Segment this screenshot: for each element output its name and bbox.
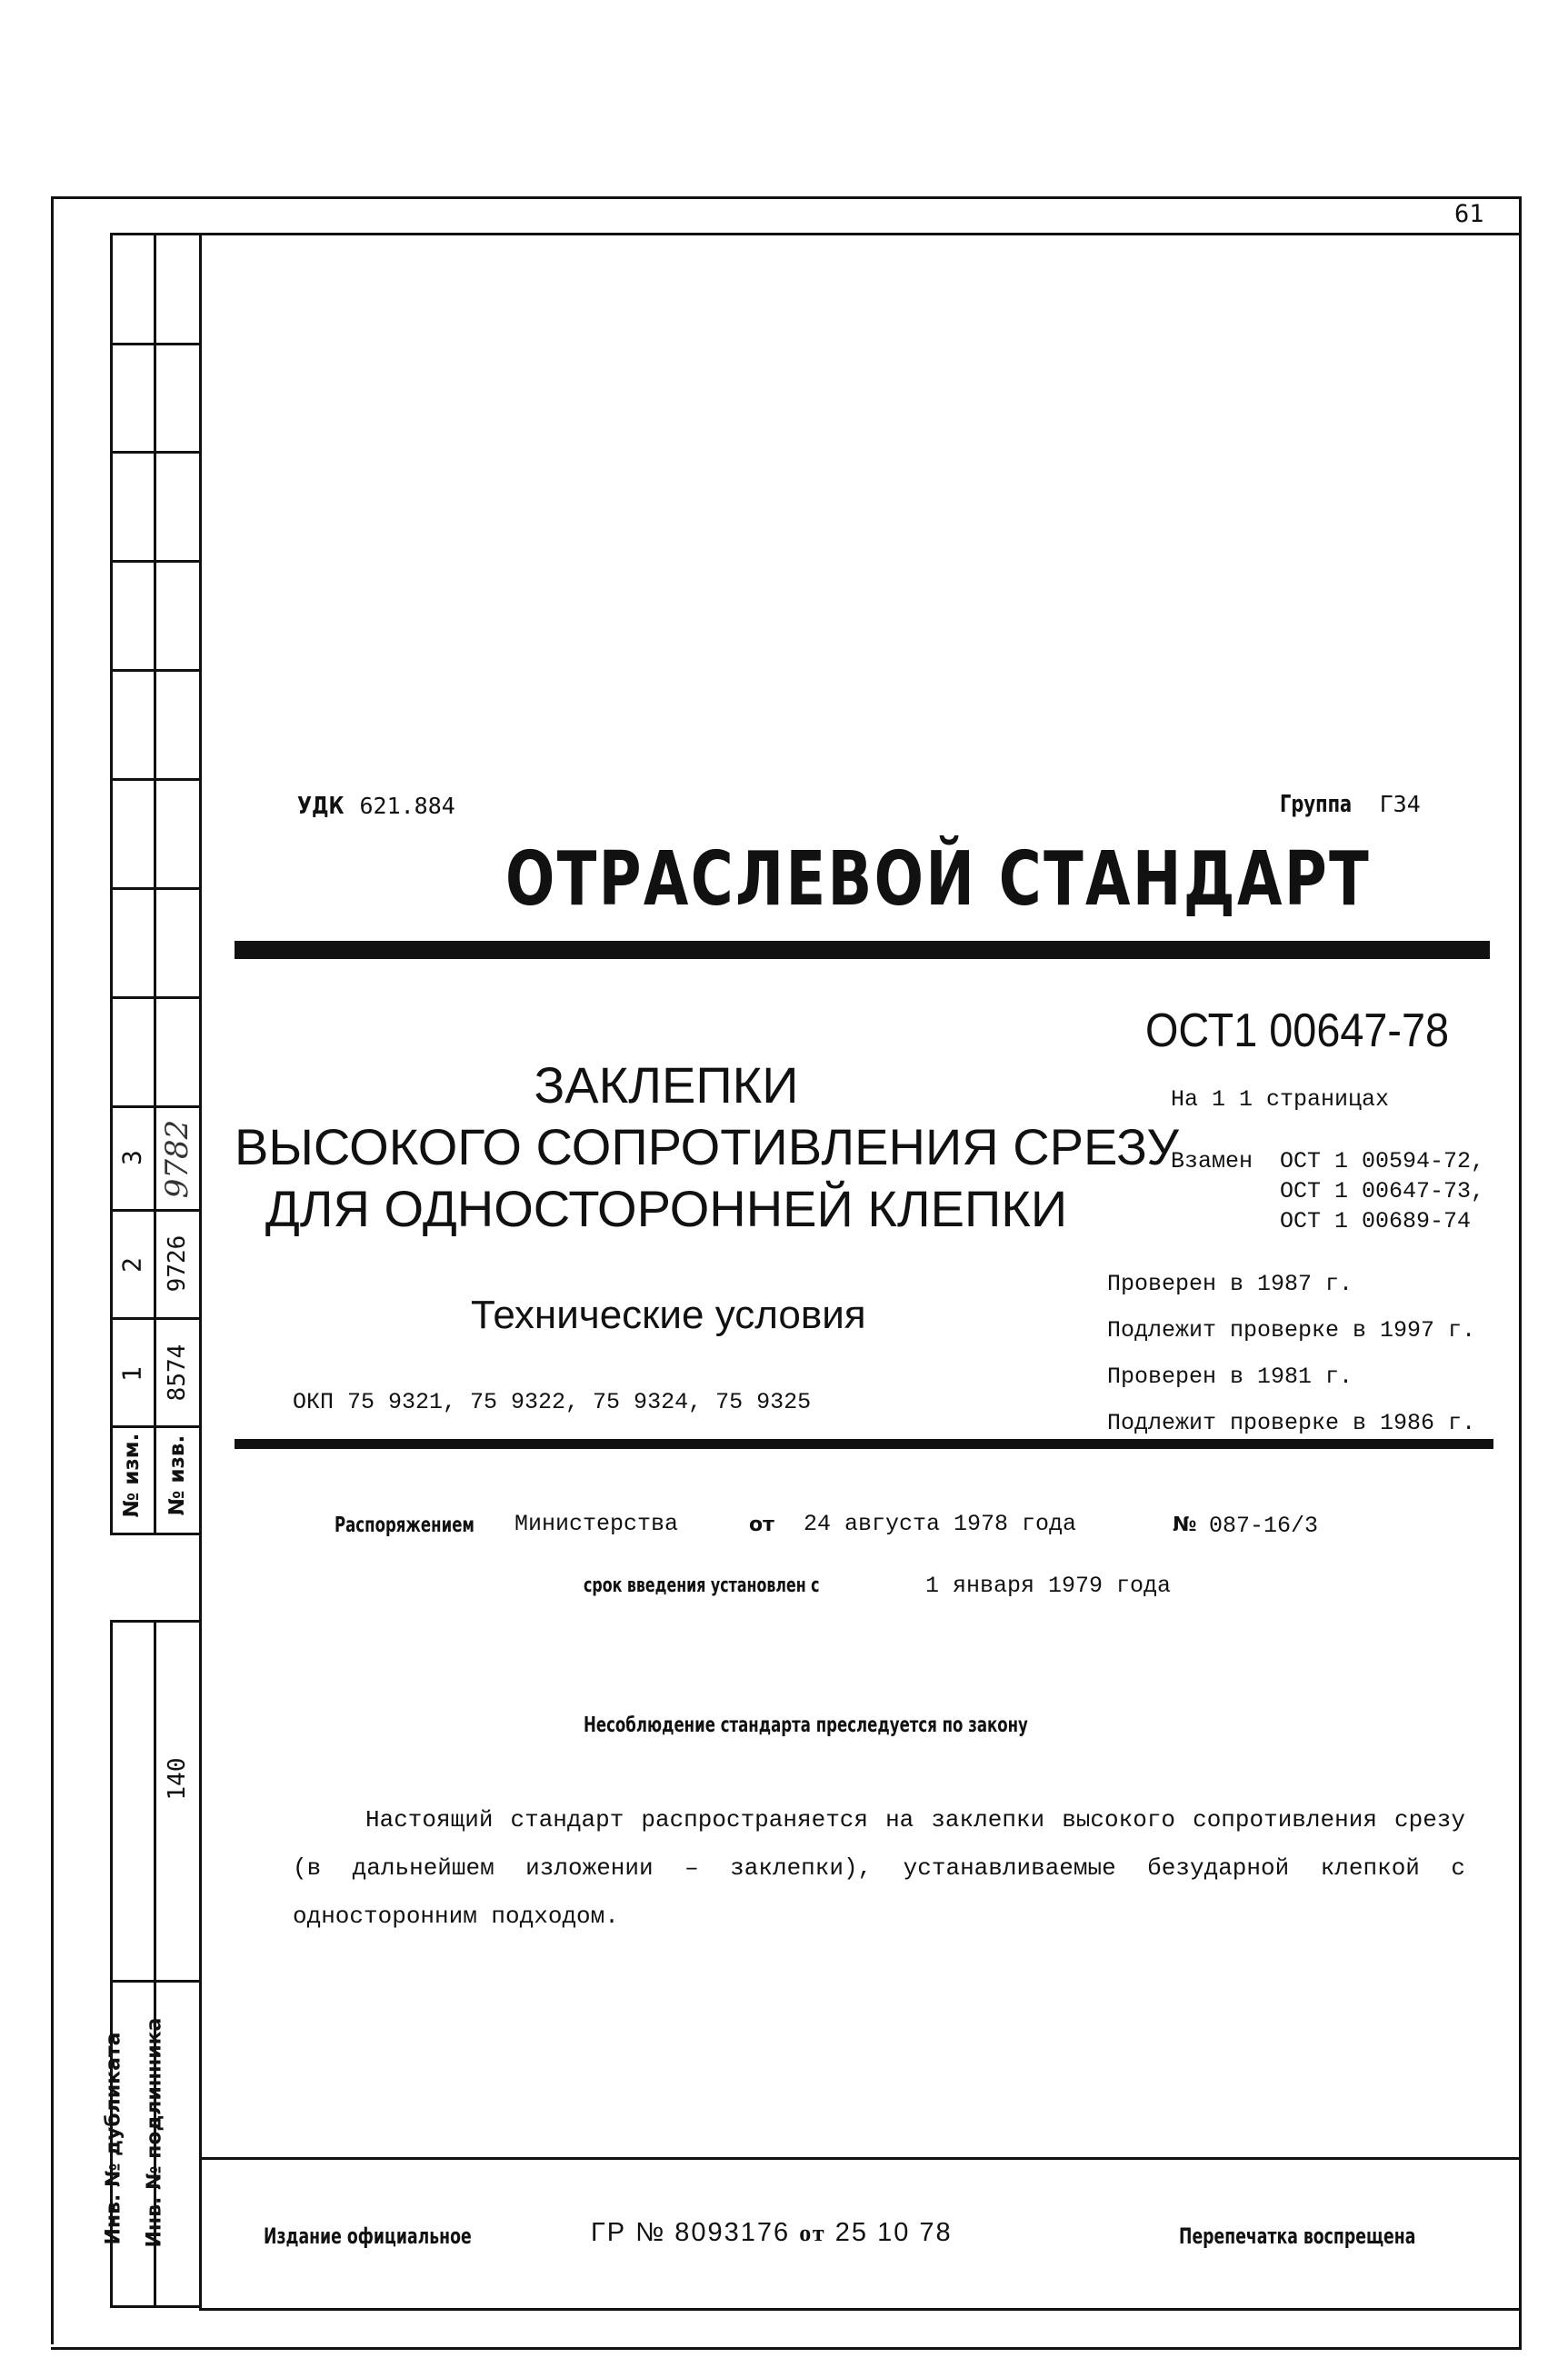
stamp-change-2: 2 bbox=[116, 1257, 147, 1273]
stamp-row-line bbox=[110, 1533, 199, 1535]
order-from: от bbox=[749, 1514, 774, 1536]
stamp-row-line bbox=[110, 1425, 199, 1428]
footer-registration bbox=[591, 2218, 953, 2248]
stamp-row-line bbox=[110, 1620, 199, 1623]
stamp-notice-1: 8574 bbox=[164, 1344, 191, 1402]
document-title bbox=[235, 1054, 1179, 1240]
stamp-row-line bbox=[110, 343, 199, 345]
check-line-3: Проверен в 1981 г. bbox=[1107, 1364, 1353, 1390]
outer-frame-left-edge bbox=[51, 196, 54, 2344]
footer-reg-number: 8093176 bbox=[674, 2218, 791, 2247]
order-line bbox=[335, 1514, 529, 1537]
document-type-title: ОТРАСЛЕВОЙ СТАНДАРТ bbox=[505, 836, 1372, 923]
okp-codes: ОКП 75 9321, 75 9322, 75 9324, 75 9325 bbox=[293, 1389, 812, 1415]
stamp-row-line bbox=[110, 2305, 199, 2308]
udk-value: 621.884 bbox=[359, 793, 455, 819]
stamp-notice-no-label: № изв. bbox=[165, 1434, 189, 1516]
legal-warning: Несоблюдение стандарта преследуется по закону bbox=[584, 1714, 1028, 1737]
effective-label: срок введения установлен с bbox=[584, 1574, 820, 1597]
scope-paragraph: Настоящий стандарт распространяется на заклепки высокого сопротивления срезу (в дальнейшем изложении – заклепки), устанавливаемые безударной клепкой с односторонним подходом. bbox=[293, 1806, 1465, 1930]
footer-divider bbox=[199, 2157, 1519, 2160]
page-number: 61 bbox=[1454, 200, 1484, 228]
stamp-notice-2: 9726 bbox=[164, 1234, 191, 1293]
replaces-item-1: ОСТ 1 00594-72, bbox=[1280, 1148, 1485, 1174]
footer-reg-prefix: ГР № bbox=[591, 2218, 666, 2247]
standard-number: ОСТ1 00647-78 bbox=[1145, 1004, 1450, 1057]
stamp-row-line bbox=[110, 233, 199, 235]
stamp-inv-orig-label: Инв. № подлинника bbox=[143, 2017, 166, 2248]
stamp-change-no-label: № изм. bbox=[120, 1433, 144, 1518]
stamp-row-line bbox=[110, 1209, 199, 1212]
group-value: Г34 bbox=[1379, 791, 1421, 817]
stamp-change-3: 3 bbox=[116, 1150, 147, 1165]
stamp-change-1: 1 bbox=[116, 1366, 147, 1382]
stamp-row-line bbox=[110, 560, 199, 563]
stamp-row-line bbox=[110, 451, 199, 454]
udk-label: УДК bbox=[297, 793, 345, 820]
check-line-4: Подлежит проверке в 1986 г. bbox=[1107, 1410, 1476, 1436]
heavy-rule-top bbox=[235, 941, 1490, 959]
page-count: На 1 1 страницах bbox=[1171, 1086, 1390, 1113]
stamp-row-line bbox=[110, 778, 199, 781]
stamp-column-line bbox=[110, 233, 113, 1533]
stamp-row-line bbox=[110, 887, 199, 890]
footer-reg-from: от bbox=[799, 2220, 826, 2246]
group-label: Группа bbox=[1280, 791, 1353, 818]
order-ministry: Министерства bbox=[514, 1511, 679, 1537]
check-line-2: Подлежит проверке в 1997 г. bbox=[1107, 1317, 1476, 1344]
order-no-label: № bbox=[1173, 1514, 1197, 1536]
stamp-column-line bbox=[154, 233, 156, 1533]
stamp-row-line bbox=[110, 669, 199, 672]
footer-reprint-prohibited: Перепечатка воспрещена bbox=[1179, 2223, 1416, 2249]
stamp-row-line bbox=[110, 1105, 199, 1108]
group bbox=[1280, 791, 1421, 818]
title-line-3: ДЛЯ ОДНОСТОРОННЕЙ КЛЕПКИ bbox=[265, 1180, 1068, 1237]
replaces-item-3: ОСТ 1 00689-74 bbox=[1280, 1208, 1472, 1234]
check-line-1: Проверен в 1987 г. bbox=[1107, 1271, 1353, 1297]
title-line-1: ЗАКЛЕПКИ bbox=[534, 1056, 799, 1114]
udk bbox=[297, 793, 455, 820]
effective-line bbox=[584, 1574, 912, 1597]
order-date: 24 августа 1978 года bbox=[804, 1511, 1077, 1537]
stamp-row-line bbox=[110, 1980, 199, 1983]
footer-reg-date: 25 10 78 bbox=[834, 2218, 953, 2247]
order-label: Распоряжением bbox=[335, 1514, 474, 1537]
stamp-inv-number: 140 bbox=[164, 1757, 191, 1801]
footer-official-edition: Издание официальное bbox=[264, 2223, 472, 2249]
stamp-row-line bbox=[110, 996, 199, 999]
replaces-item-2: ОСТ 1 00647-73, bbox=[1280, 1178, 1485, 1204]
stamp-row-line bbox=[110, 1317, 199, 1320]
replaces-label: Взамен bbox=[1171, 1148, 1253, 1174]
heavy-rule-bottom bbox=[235, 1439, 1493, 1449]
document-subtitle: Технические условия bbox=[471, 1293, 866, 1337]
stamp-notice-3: 9782 bbox=[159, 1119, 195, 1199]
effective-date: 1 января 1979 года bbox=[925, 1573, 1172, 1599]
order-no: 087-16/3 bbox=[1209, 1513, 1319, 1539]
title-line-2: ВЫСОКОГО СОПРОТИВЛЕНИЯ СРЕЗУ bbox=[235, 1118, 1179, 1175]
stamp-inv-dup-label: Инв. № дубликата bbox=[102, 2032, 125, 2245]
